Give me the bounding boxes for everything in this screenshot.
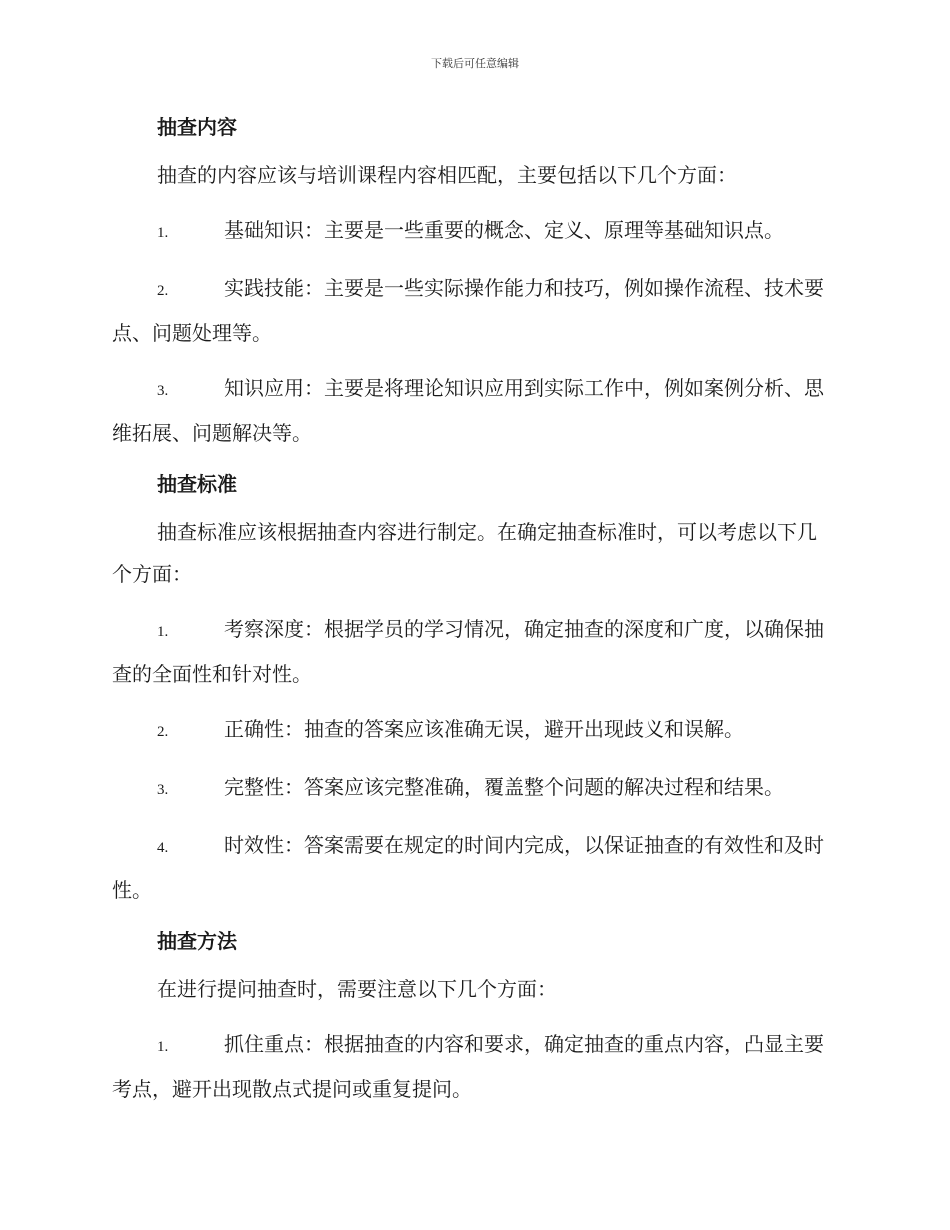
list-item xyxy=(112,603,834,703)
list-item xyxy=(112,761,834,819)
section-standards xyxy=(112,462,834,919)
list-text: 考察深度：根据学员的学习情况，确定抽查的深度和广度，以确保抽查的全面性和针对性。 xyxy=(112,617,824,686)
section-heading: 抽查内容 xyxy=(157,115,237,139)
document-body xyxy=(112,105,834,1118)
list-text: 时效性：答案需要在规定的时间内完成，以保证抽查的有效性和及时性。 xyxy=(112,833,824,902)
list-number: 4. xyxy=(157,840,169,856)
list-text: 完整性：答案应该完整准确，覆盖整个问题的解决过程和结果。 xyxy=(224,775,784,799)
list-text: 抓住重点：根据抽查的内容和要求，确定抽查的重点内容，凸显主要考点，避开出现散点式提问或重复提问。 xyxy=(112,1032,824,1101)
section-heading: 抽查方法 xyxy=(157,929,237,953)
section-content xyxy=(112,105,834,462)
list-number: 3. xyxy=(157,782,169,798)
list-number: 1. xyxy=(157,624,169,640)
list-text: 实践技能：主要是一些实际操作能力和技巧，例如操作流程、技术要点、问题处理等。 xyxy=(112,276,824,345)
list-item xyxy=(112,204,834,262)
header-note: 下载后可任意编辑 xyxy=(431,57,519,70)
list-item xyxy=(112,362,834,462)
list-number: 2. xyxy=(157,724,169,740)
list-number: 1. xyxy=(157,225,169,241)
list-item xyxy=(112,1018,834,1118)
list-item xyxy=(112,819,834,919)
section-intro: 在进行提问抽查时，需要注意以下几个方面： xyxy=(157,977,557,1001)
section-heading: 抽查标准 xyxy=(157,472,237,496)
list-number: 2. xyxy=(157,283,169,299)
list-item xyxy=(112,262,834,362)
section-intro: 抽查的内容应该与培训课程内容相匹配，主要包括以下几个方面： xyxy=(157,163,737,187)
section-intro: 抽查标准应该根据抽查内容进行制定。在确定抽查标准时，可以考虑以下几个方面： xyxy=(112,520,817,586)
list-text: 基础知识：主要是一些重要的概念、定义、原理等基础知识点。 xyxy=(224,218,784,242)
section-methods xyxy=(112,919,834,1118)
list-number: 3. xyxy=(157,383,169,399)
list-number: 1. xyxy=(157,1039,169,1055)
list-text: 正确性：抽查的答案应该准确无误，避开出现歧义和误解。 xyxy=(224,717,744,741)
list-item xyxy=(112,703,834,761)
list-text: 知识应用：主要是将理论知识应用到实际工作中，例如案例分析、思维拓展、问题解决等。 xyxy=(112,376,824,445)
